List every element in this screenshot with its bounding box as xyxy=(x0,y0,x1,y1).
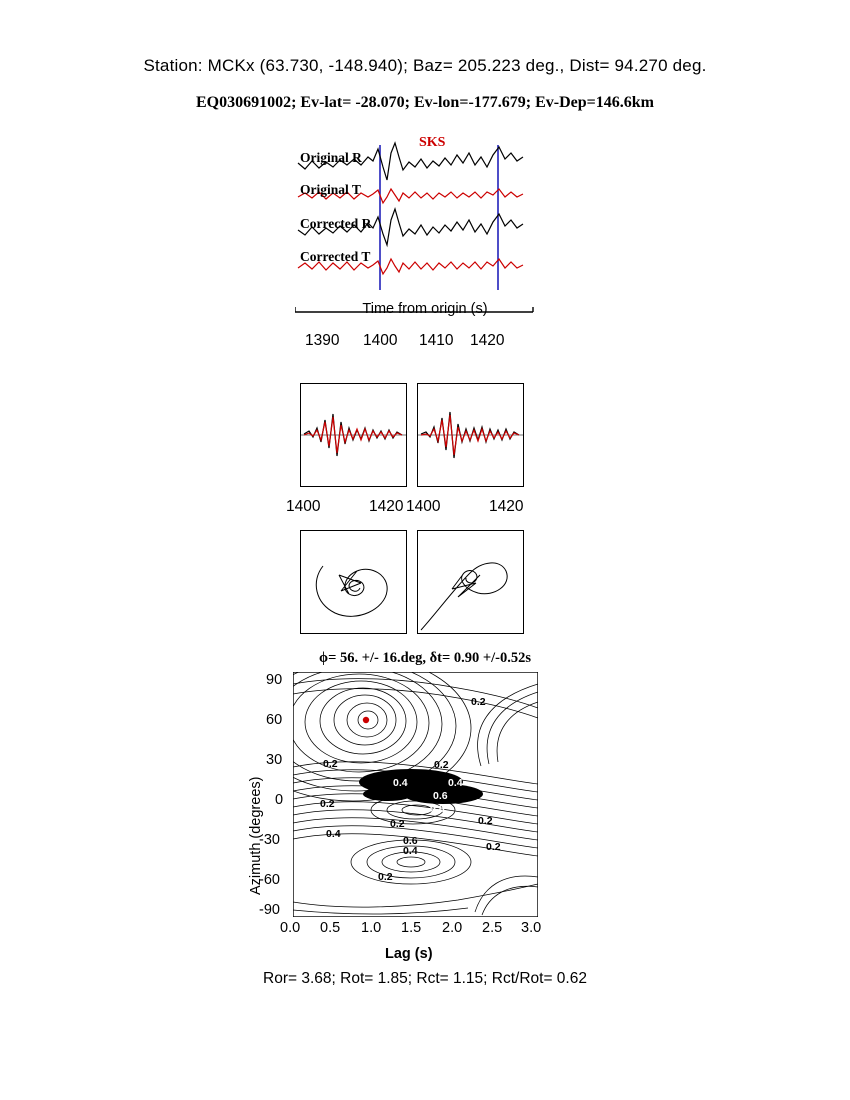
svg-text:0.2: 0.2 xyxy=(478,815,493,827)
superposed-panel-left xyxy=(300,383,407,487)
contour-ytick-90: 90 xyxy=(266,672,283,688)
svg-text:0.6: 0.6 xyxy=(403,835,418,847)
svg-text:0.4: 0.4 xyxy=(326,828,341,840)
contour-ytick-m60: -60 xyxy=(259,872,280,888)
superposed-left-xtick-end: 1420 xyxy=(369,498,404,515)
trace-label-original-r: Original R xyxy=(300,150,362,165)
contour-xtick-0.5: 0.5 xyxy=(320,920,341,936)
header-block xyxy=(0,0,850,112)
particle-motion-panel-right xyxy=(417,530,524,634)
contour-ytick-30: 30 xyxy=(266,752,283,768)
svg-text:0.4: 0.4 xyxy=(393,777,408,789)
svg-text:0.2: 0.2 xyxy=(378,871,393,883)
waveform-xtick-1400: 1400 xyxy=(363,332,398,349)
superposed-left-xtick-start: 1400 xyxy=(286,498,321,515)
waveform-xtick-1390: 1390 xyxy=(305,332,340,349)
superposed-right-xtick-start: 1400 xyxy=(406,498,441,515)
contour-xtick-2.0: 2.0 xyxy=(442,920,463,936)
waveform-xtick-1410: 1410 xyxy=(419,332,454,349)
svg-text:0.2: 0.2 xyxy=(434,759,449,771)
sks-phase-label: SKS xyxy=(419,135,446,150)
trace-label-corrected-r: Corrected R xyxy=(300,216,372,231)
contour-ytick-m90: -90 xyxy=(259,902,280,918)
superposed-panel-right xyxy=(417,383,524,487)
contour-xtick-3.0: 3.0 xyxy=(521,920,542,936)
svg-text:0.2: 0.2 xyxy=(471,696,486,708)
best-solution-marker xyxy=(363,717,369,723)
contour-plot xyxy=(293,672,538,917)
waveform-xtick-1420: 1420 xyxy=(470,332,505,349)
contour-yaxis-label: Azimuth (degrees) xyxy=(248,776,264,895)
particle-motion-panel-left xyxy=(300,530,407,634)
svg-text:0.2: 0.2 xyxy=(320,798,335,810)
superposed-right-xtick-end: 1420 xyxy=(489,498,524,515)
waveform-xaxis-label: Time from origin (s) xyxy=(362,301,488,317)
contour-xtick-2.5: 2.5 xyxy=(482,920,503,936)
svg-text:0.2: 0.2 xyxy=(323,758,338,770)
station-info-line: Station: MCKx (63.730, -148.940); Baz= 205.223 deg., Dist= 94.270 deg. xyxy=(143,56,707,75)
contour-xtick-0.0: 0.0 xyxy=(280,920,301,936)
trace-label-original-t: Original T xyxy=(300,182,361,197)
contour-ytick-60: 60 xyxy=(266,712,283,728)
svg-text:0.4: 0.4 xyxy=(448,777,463,789)
trace-label-corrected-t: Corrected T xyxy=(300,249,371,264)
event-info-line: EQ030691002; Ev-lat= -28.070; Ev-lon=-177.679; Ev-Dep=146.6km xyxy=(195,94,654,111)
svg-text:0.4: 0.4 xyxy=(403,845,418,857)
contour-ytick-m30: -30 xyxy=(259,832,280,848)
svg-text:0.2: 0.2 xyxy=(486,841,501,853)
contour-xtick-1.0: 1.0 xyxy=(361,920,382,936)
contour-title: ϕ= 56. +/- 16.deg, δt= 0.90 +/-0.52s xyxy=(319,650,531,666)
footer-ratios: Ror= 3.68; Rot= 1.85; Rct= 1.15; Rct/Rot= 0.62 xyxy=(263,970,587,987)
contour-xtick-1.5: 1.5 xyxy=(401,920,422,936)
svg-text:0.2: 0.2 xyxy=(390,818,405,830)
svg-text:0.8: 0.8 xyxy=(430,803,445,815)
svg-text:0.6: 0.6 xyxy=(433,790,448,802)
contour-ytick-0: 0 xyxy=(275,792,284,808)
contour-xaxis-label: Lag (s) xyxy=(385,946,433,962)
